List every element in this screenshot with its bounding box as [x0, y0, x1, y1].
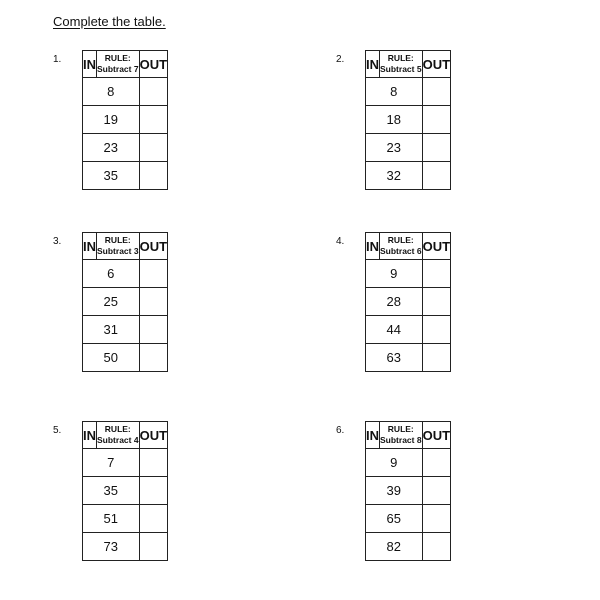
out-answer-cell[interactable] [422, 288, 450, 316]
out-answer-cell[interactable] [139, 134, 167, 162]
in-value [366, 288, 423, 316]
worksheet-title: Complete the table. [53, 14, 166, 29]
in-value [366, 134, 423, 162]
in-header: IN [83, 422, 97, 449]
rule-label: RULE: [104, 235, 131, 245]
table-row [83, 316, 168, 344]
in-value [83, 134, 140, 162]
in-value [83, 505, 140, 533]
out-header: OUT [139, 51, 167, 78]
out-answer-cell[interactable] [139, 288, 167, 316]
in-value-text: 23 [103, 140, 119, 155]
rule-text: Subtract 5 [380, 64, 422, 74]
in-value-text: 9 [390, 266, 398, 281]
out-answer-cell[interactable] [422, 106, 450, 134]
in-out-table [365, 232, 451, 372]
table-row [83, 288, 168, 316]
in-value-text: 8 [107, 84, 115, 99]
rule-header [380, 422, 423, 449]
problem-number: 1. [53, 54, 62, 65]
in-value-text: 82 [386, 539, 402, 554]
in-value-text: 8 [390, 84, 398, 99]
rule-label: RULE: [104, 53, 131, 63]
table-header-row [366, 51, 451, 78]
out-answer-cell[interactable] [422, 505, 450, 533]
table-row [83, 260, 168, 288]
out-answer-cell[interactable] [139, 316, 167, 344]
in-out-table [82, 232, 168, 372]
table-row [366, 316, 451, 344]
out-answer-cell[interactable] [422, 533, 450, 561]
rule-header [97, 233, 140, 260]
table-row [83, 78, 168, 106]
in-value-text: 73 [103, 539, 119, 554]
rule-header [380, 233, 423, 260]
out-answer-cell[interactable] [422, 344, 450, 372]
table-row [366, 134, 451, 162]
in-value-text: 31 [103, 322, 119, 337]
in-value [366, 260, 423, 288]
in-header: IN [366, 233, 380, 260]
in-value [366, 477, 423, 505]
in-value-text: 63 [386, 350, 402, 365]
in-value [366, 106, 423, 134]
in-header: IN [366, 51, 380, 78]
in-value-text: 19 [103, 112, 119, 127]
rule-text: Subtract 4 [97, 435, 139, 445]
in-value-text: 50 [103, 350, 119, 365]
in-header: IN [83, 51, 97, 78]
in-value [83, 78, 140, 106]
in-value [83, 449, 140, 477]
out-answer-cell[interactable] [422, 316, 450, 344]
in-value-text: 35 [103, 168, 119, 183]
problem-number: 4. [336, 236, 345, 247]
rule-text: Subtract 7 [97, 64, 139, 74]
table-row [366, 162, 451, 190]
out-answer-cell[interactable] [422, 162, 450, 190]
in-value [366, 344, 423, 372]
in-value [366, 505, 423, 533]
table-header-row [83, 233, 168, 260]
table-row [366, 78, 451, 106]
out-answer-cell[interactable] [422, 134, 450, 162]
out-answer-cell[interactable] [139, 449, 167, 477]
in-value-text: 6 [107, 266, 115, 281]
table-header-row [83, 422, 168, 449]
table-row [366, 288, 451, 316]
table-row [366, 477, 451, 505]
out-header: OUT [139, 233, 167, 260]
in-value-text: 23 [386, 140, 402, 155]
in-value [83, 477, 140, 505]
out-answer-cell[interactable] [422, 477, 450, 505]
table-row [83, 449, 168, 477]
in-value-text: 18 [386, 112, 402, 127]
table-row [366, 260, 451, 288]
out-answer-cell[interactable] [422, 78, 450, 106]
in-value-text: 51 [103, 511, 119, 526]
out-header: OUT [422, 51, 450, 78]
in-value-text: 7 [107, 455, 115, 470]
table-row [83, 344, 168, 372]
out-answer-cell[interactable] [139, 260, 167, 288]
problem-number: 5. [53, 425, 62, 436]
in-value [83, 344, 140, 372]
in-out-table [82, 421, 168, 561]
problem-number: 3. [53, 236, 62, 247]
rule-header [97, 422, 140, 449]
rule-label: RULE: [104, 424, 131, 434]
table-header-row [83, 51, 168, 78]
table-row [366, 505, 451, 533]
in-out-table [365, 50, 451, 190]
in-value-text: 65 [386, 511, 402, 526]
out-answer-cell[interactable] [422, 449, 450, 477]
in-header: IN [83, 233, 97, 260]
out-answer-cell[interactable] [139, 505, 167, 533]
in-value-text: 44 [386, 322, 402, 337]
in-value [366, 78, 423, 106]
in-value [83, 316, 140, 344]
problem-number: 6. [336, 425, 345, 436]
table-row [83, 533, 168, 561]
in-value-text: 25 [103, 294, 119, 309]
out-header: OUT [139, 422, 167, 449]
in-out-table [82, 50, 168, 190]
rule-text: Subtract 8 [380, 435, 422, 445]
rule-text: Subtract 6 [380, 246, 422, 256]
in-value-text: 39 [386, 483, 402, 498]
table-header-row [366, 422, 451, 449]
table-row [83, 505, 168, 533]
table-row [366, 449, 451, 477]
table-row [366, 106, 451, 134]
out-header: OUT [422, 422, 450, 449]
out-answer-cell[interactable] [139, 162, 167, 190]
in-value [83, 162, 140, 190]
in-value [366, 533, 423, 561]
table-row [83, 477, 168, 505]
rule-label: RULE: [387, 235, 414, 245]
in-value [366, 316, 423, 344]
in-value-text: 32 [386, 168, 402, 183]
in-value [83, 288, 140, 316]
rule-header [380, 51, 423, 78]
in-value-text: 35 [103, 483, 119, 498]
in-value [83, 106, 140, 134]
out-answer-cell[interactable] [139, 78, 167, 106]
out-answer-cell[interactable] [139, 106, 167, 134]
rule-text: Subtract 3 [97, 246, 139, 256]
in-value [83, 260, 140, 288]
rule-label: RULE: [387, 424, 414, 434]
problem-number: 2. [336, 54, 345, 65]
table-row [83, 162, 168, 190]
rule-header [97, 51, 140, 78]
in-value [83, 533, 140, 561]
in-value-text: 9 [390, 455, 398, 470]
out-answer-cell[interactable] [139, 533, 167, 561]
table-row [83, 134, 168, 162]
rule-label: RULE: [387, 53, 414, 63]
in-value [366, 162, 423, 190]
out-answer-cell[interactable] [422, 260, 450, 288]
table-row [83, 106, 168, 134]
out-header: OUT [422, 233, 450, 260]
in-value [366, 449, 423, 477]
table-row [366, 344, 451, 372]
out-answer-cell[interactable] [139, 344, 167, 372]
table-row [366, 533, 451, 561]
table-header-row [366, 233, 451, 260]
in-out-table [365, 421, 451, 561]
out-answer-cell[interactable] [139, 477, 167, 505]
in-value-text: 28 [386, 294, 402, 309]
in-header: IN [366, 422, 380, 449]
